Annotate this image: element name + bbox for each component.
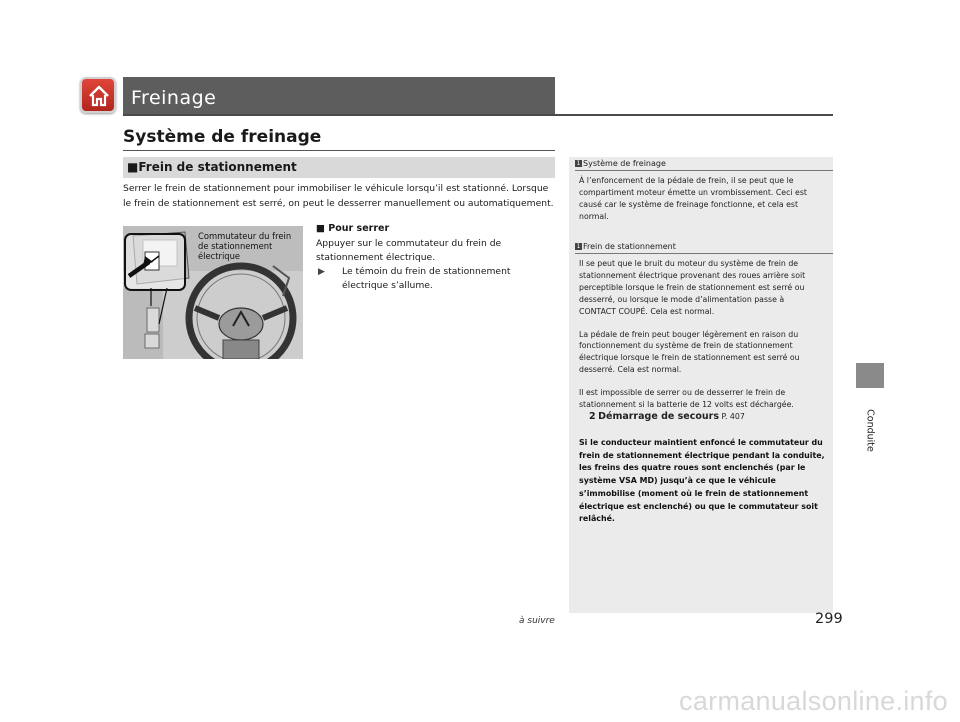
section-divider (123, 150, 555, 151)
watermark: carmanualsonline.info (679, 686, 948, 716)
cross-reference[interactable] (579, 411, 823, 423)
chapter-tab[interactable] (856, 363, 884, 388)
step-title (316, 223, 389, 234)
note-heading-parking (575, 242, 676, 251)
note-paragraph: Il est impossible de serrer ou de desserrer le frein de stationnement si la batterie de 12 volts est déchargée. (579, 388, 794, 410)
chapter-tab-label: Conduite (864, 409, 876, 452)
step-title-text: Pour serrer (328, 223, 390, 234)
note-heading-braking (575, 159, 666, 168)
subsection-header (123, 157, 555, 178)
chapter-title: Freinage (131, 87, 217, 109)
result-arrow-icon: ▶ (318, 267, 325, 277)
step-instruction: Appuyer sur le commutateur du frein de stationnement électrique. (316, 238, 502, 263)
note-marker: 1 (576, 243, 581, 250)
note-paragraph: La pédale de frein peut bouger légèrement en raison du fonctionnement du système de frein de stationnement électrique lorsque le frein de stationnement est serré ou desserré. Cela est normal. (579, 329, 800, 375)
note-title: Système de freinage (583, 159, 666, 168)
subsection-marker: ■ (127, 160, 139, 174)
section-title: Système de freinage (123, 127, 322, 147)
home-button[interactable] (80, 77, 116, 113)
step-result (318, 265, 552, 293)
home-icon (87, 84, 111, 108)
note-marker: 1 (576, 160, 581, 167)
note-divider (575, 253, 833, 254)
ref-label[interactable]: Démarrage de secours (598, 410, 719, 422)
note-paragraph: Il se peut que le bruit du moteur du système de frein de stationnement électrique provenant des roues arrière soit perceptible lorsque le frein de stationnement est serré ou desserré, ou lorsque le mode d’alimentation passe à CONTACT COUPÉ. Cela est normal. (579, 259, 806, 316)
continued-label: à suivre (519, 616, 555, 626)
note-text-braking: À l’enfoncement de la pédale de frein, il se peut que le compartiment moteur émette un vrombissement. Ceci est causé car le système de freinage fonctionne, et cela est normal. (579, 176, 807, 221)
chapter-header (123, 77, 555, 114)
note-warning: Si le conducteur maintient enfoncé le commutateur du frein de stationnement électrique pendant la conduite, les freins des quatre roues sont enclenchés (par le système VSA MD) jusqu’à ce que le véhicule s’immobilise (moment où le frein de stationnement électrique est enclenché) ou que le commutateur soit relâché. (579, 438, 825, 524)
subsection-title-text: Frein de stationnement (138, 160, 297, 174)
chapter-divider (123, 114, 833, 116)
note-title: Frein de stationnement (583, 242, 676, 251)
page-number: 299 (815, 611, 843, 627)
intro-paragraph: Serrer le frein de stationnement pour immobiliser le véhicule lorsqu’il est stationné. Lorsque le frein de stationnement est serré, on peut le desserrer manuellement ou automatiquement. (123, 183, 554, 209)
ref-marker: 2 (589, 410, 596, 422)
note-text-parking (579, 258, 823, 423)
note-divider (575, 170, 833, 171)
ref-page[interactable]: P. 407 (721, 411, 745, 421)
subsection-title (127, 160, 297, 174)
step-result-text: Le témoin du frein de stationnement électrique s’allume. (342, 266, 511, 291)
step-marker: ■ (316, 223, 325, 234)
illustration-callout: Commutateur du frein de stationnement électrique (198, 231, 292, 261)
